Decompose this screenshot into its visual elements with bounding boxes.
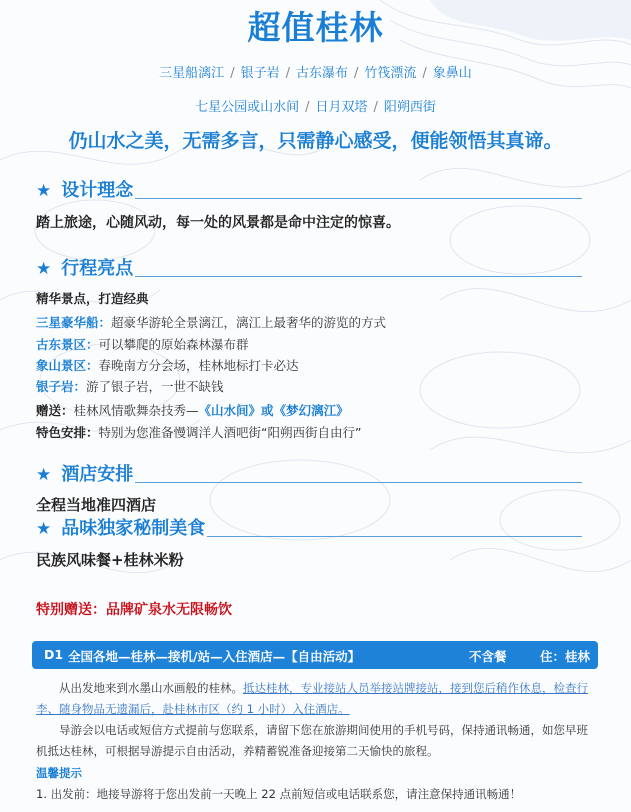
highlight-value: 春晚南方分会场，桂林地标打卡必达 <box>98 358 299 373</box>
highlight-special <box>36 423 361 441</box>
section-title: 品味独家秘制美食 <box>61 518 206 539</box>
route-item: 银子岩 <box>240 66 280 81</box>
section-divider <box>207 536 582 537</box>
section-divider <box>135 276 582 277</box>
show-or: 或 <box>261 403 274 418</box>
show-name: 《梦幻漓江》 <box>273 403 349 418</box>
highlight-value: 超豪华游轮全景漓江，漓江上最奢华的游览的方式 <box>111 315 387 330</box>
section-divider <box>135 482 582 483</box>
day-1-guide-note: 导游会以电话或短信方式提前与您联系，请留下您在旅游期间使用的手机号码，保持通讯畅通，如您早班机抵达桂林，可根据导游提示自由活动，养精蓄锐准备迎接第二天愉快的旅程。 <box>36 723 588 758</box>
day-route: 全国各地—桂林—接机/站—入住酒店—【自由活动】 <box>68 649 361 664</box>
highlight-item <box>36 313 386 331</box>
highlight-item <box>36 356 299 374</box>
highlight-key: 银子岩： <box>36 379 87 394</box>
food-text: 民族风味餐+桂林米粉 <box>36 551 184 569</box>
description-text: 从出发地来到水墨山水画般的桂林。 <box>59 681 243 695</box>
highlight-value: 游了银子岩，一世不缺钱 <box>86 379 224 394</box>
section-divider <box>135 198 582 199</box>
highlight-value: 可以攀爬的原始森林瀑布群 <box>98 337 249 352</box>
route-line-1 <box>0 62 631 81</box>
star-icon: ★ <box>36 465 52 485</box>
route-separator: / <box>285 66 290 81</box>
show-name: 《山水间》 <box>198 403 262 418</box>
route-item: 三星船漓江 <box>159 66 225 81</box>
tips-title: 温馨提示 <box>36 766 82 780</box>
highlight-key: 赠送： <box>36 403 74 418</box>
highlight-key: 象山景区： <box>36 358 99 373</box>
highlight-value: 特别为您准备慢调洋人酒吧街“阳朔西街自由行” <box>98 425 362 440</box>
star-icon: ★ <box>36 259 52 279</box>
section-title: 设计理念 <box>61 180 134 201</box>
route-line-2 <box>0 96 631 115</box>
star-icon: ★ <box>36 519 52 539</box>
route-separator: / <box>230 66 235 81</box>
motto: 仍山水之美，无需多言，只需静心感受，便能领悟其真谛。 <box>68 130 563 152</box>
star-icon: ★ <box>36 181 52 201</box>
highlight-value: 桂林风情歌舞杂技秀— <box>73 403 199 418</box>
route-item: 七星公园或山水间 <box>195 100 300 115</box>
highlights-intro: 精华景点，打造经典 <box>36 291 149 306</box>
route-item: 阳朔西街 <box>383 100 436 115</box>
highlight-key: 三星豪华船： <box>36 315 112 330</box>
section-title: 行程亮点 <box>61 258 134 279</box>
highlight-item <box>36 377 224 395</box>
highlight-key: 古东景区： <box>36 337 99 352</box>
route-item: 日月双塔 <box>315 100 368 115</box>
section-heading-highlights <box>36 256 582 280</box>
day-1-description <box>36 678 596 720</box>
route-separator: / <box>422 66 427 81</box>
highlight-gift <box>36 401 349 419</box>
tips-item: 1. 出发前：地接导游将于您出发前一天晚上 22 点前短信或电话联系您，请注意保持通讯畅通！ <box>36 787 522 801</box>
page-title: 超值桂林 <box>247 8 384 47</box>
day-meals: 不含餐 <box>469 649 507 664</box>
design-text: 踏上旅途，心随风动，每一处的风景都是命中注定的惊喜。 <box>36 215 400 231</box>
day-1-header <box>32 641 598 669</box>
day-stay: 住：桂林 <box>540 649 591 664</box>
route-item: 古东瀑布 <box>295 66 348 81</box>
route-item: 象鼻山 <box>432 66 472 81</box>
route-separator: / <box>373 100 378 115</box>
route-separator: / <box>305 100 310 115</box>
section-heading-hotel <box>36 462 582 486</box>
route-separator: / <box>354 66 359 81</box>
highlight-key: 特色安排： <box>36 425 99 440</box>
hotel-text: 全程当地准四酒店 <box>36 496 157 514</box>
highlight-item <box>36 335 249 353</box>
special-gift: 特别赠送：品牌矿泉水无限畅饮 <box>36 602 232 618</box>
route-item: 竹筏漂流 <box>364 66 417 81</box>
section-heading-food <box>36 516 582 540</box>
day-label: D1 <box>44 647 64 662</box>
section-title: 酒店安排 <box>61 464 134 485</box>
section-heading-design <box>36 178 582 202</box>
arrival-link[interactable]: 抵达桂林，专业接站人员举接站牌接站，接到您后稍作休息，检查行李、随身物品无遗漏后，赴桂林市区（约 1 小时）入住酒店。 <box>36 681 588 716</box>
